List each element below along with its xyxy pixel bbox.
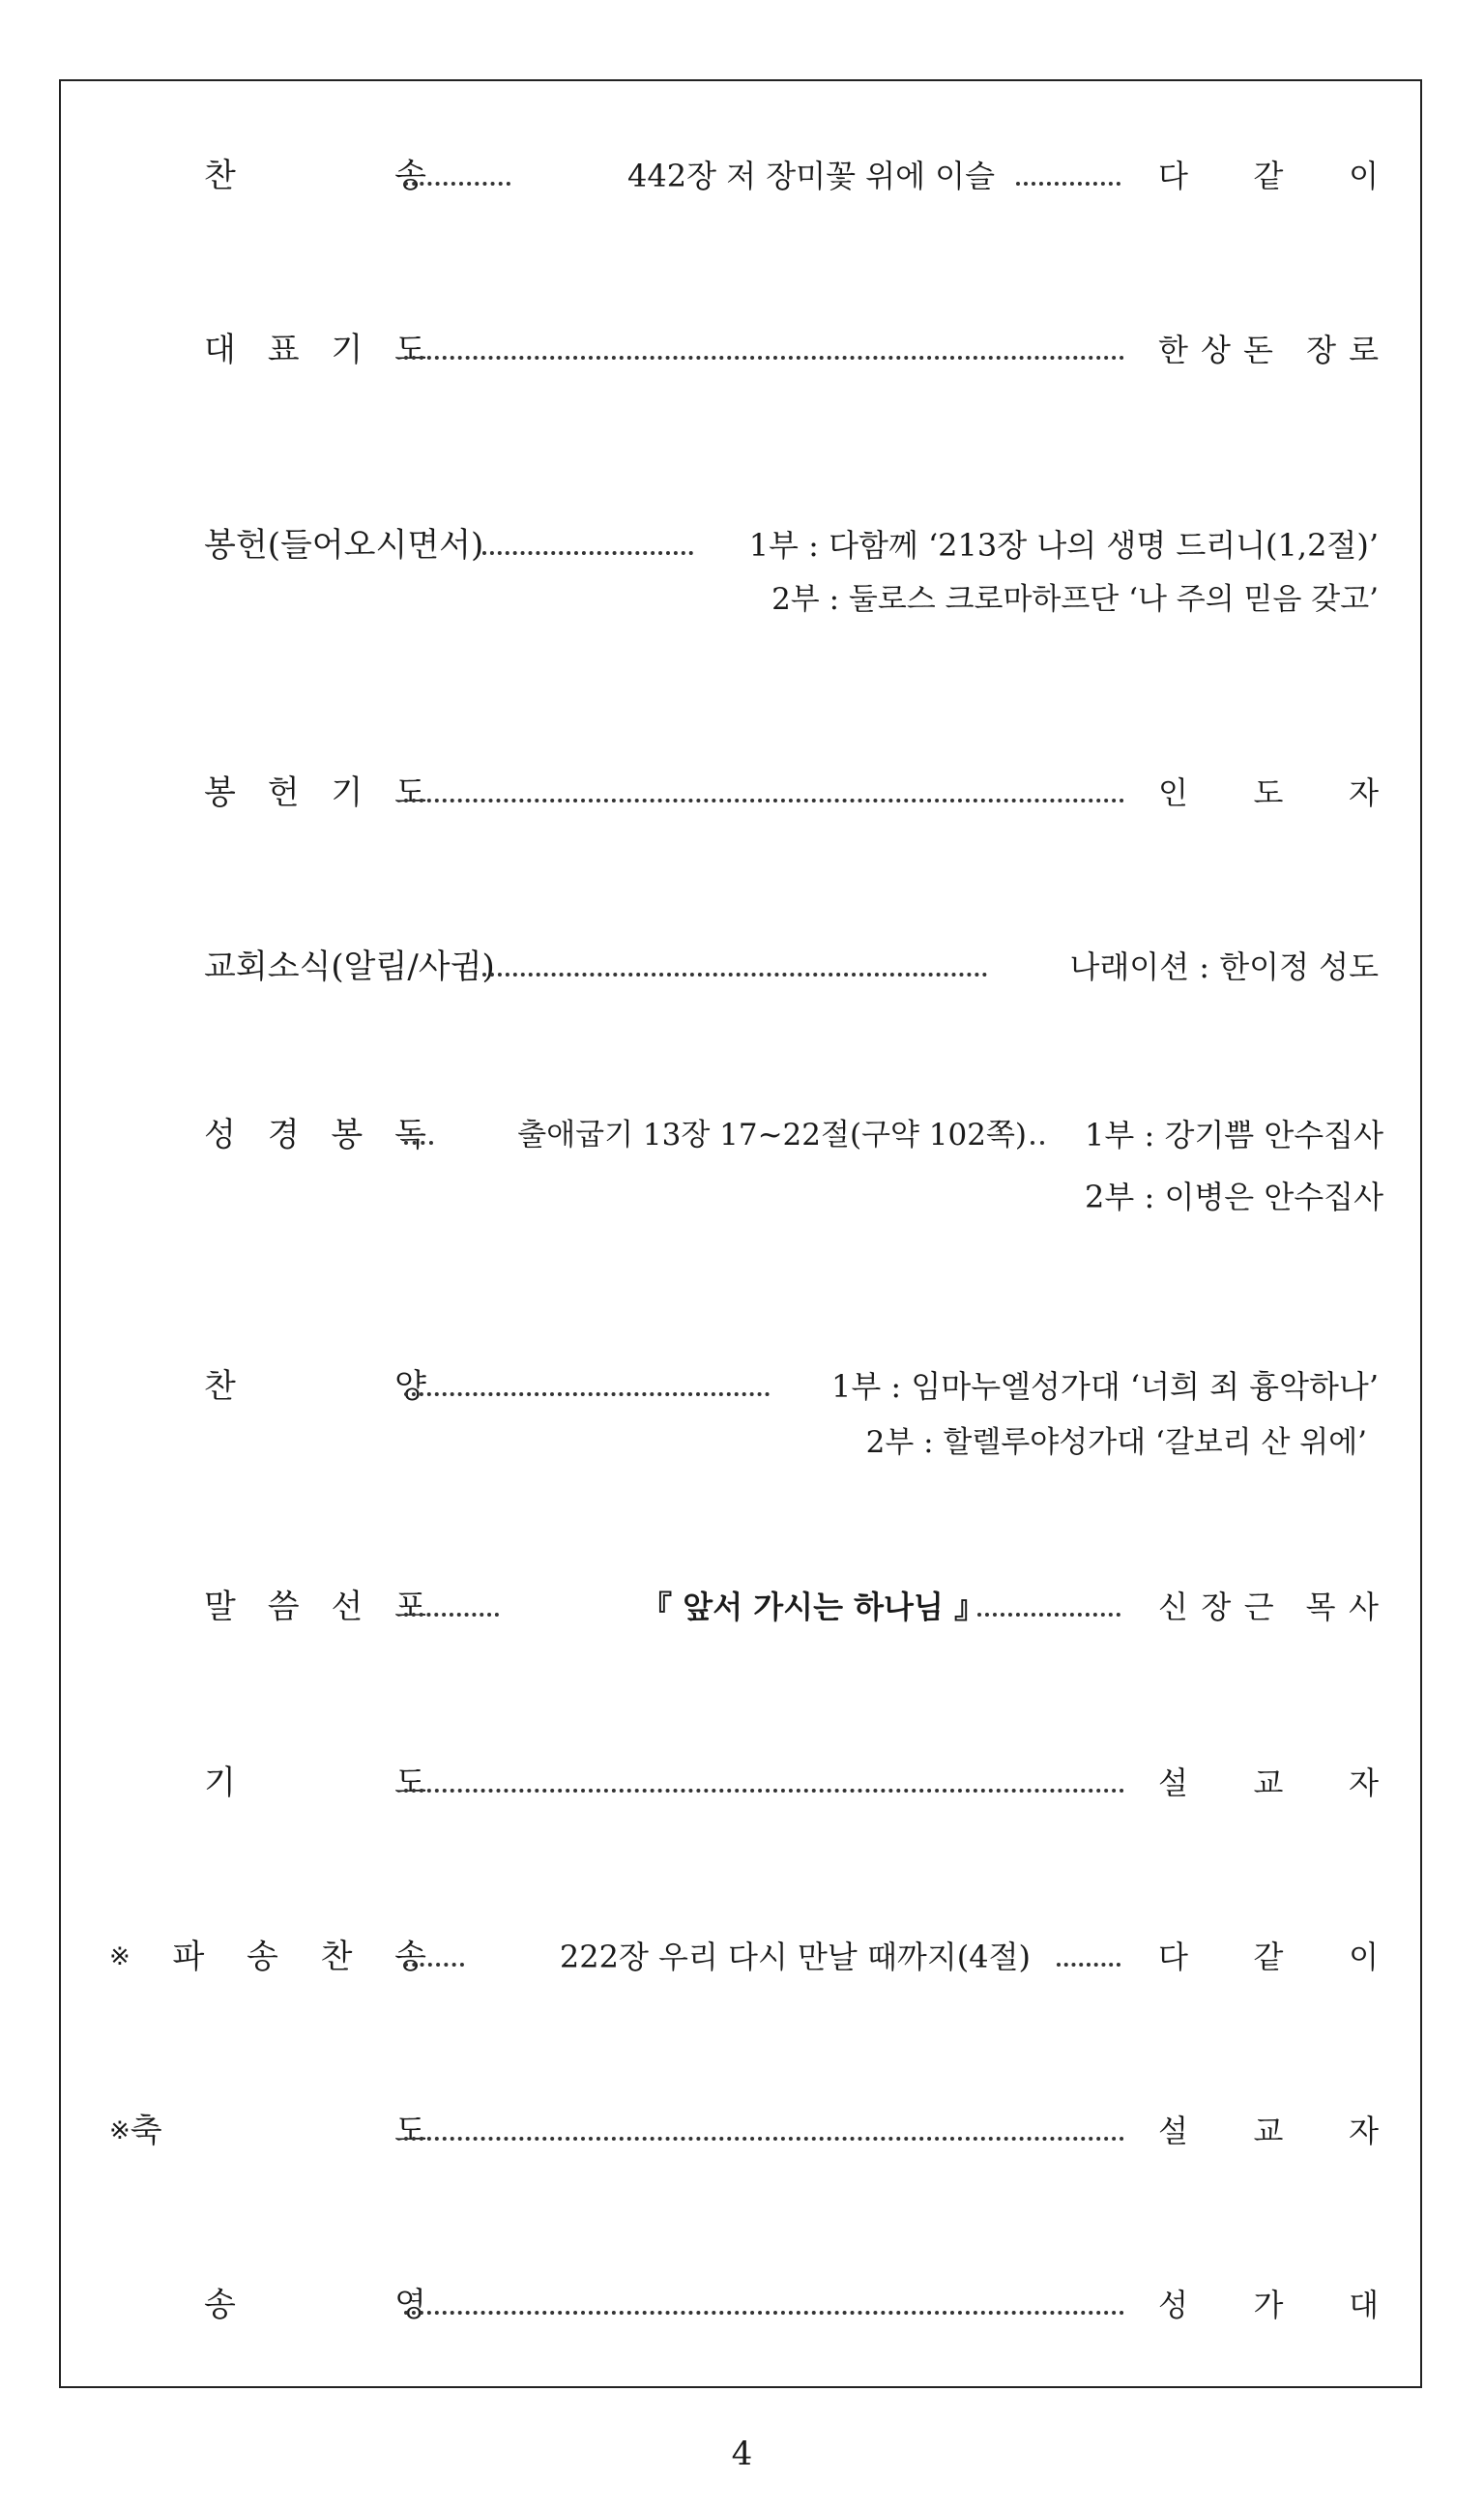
hymn-title: 222장 우리 다시 만날 때까지(4절) <box>559 1939 1031 1975</box>
offering-part1: 1부 : 다함께 ‘213장 나의 생명 드리니(1,2절)’ <box>748 527 1379 564</box>
performer: 다 같 이 <box>1158 158 1379 194</box>
leader-dots <box>1057 1959 1120 1967</box>
sermon-title: 『 앞서 가시는 하나님 』 <box>641 1589 985 1625</box>
leader-dots <box>1016 178 1120 186</box>
leader-dots <box>404 2133 1124 2141</box>
narration: 나래이션 : 한이정 성도 <box>1069 948 1379 985</box>
leader-dots <box>482 547 693 555</box>
leader-dots <box>404 352 1124 360</box>
leader-dots <box>404 795 1124 802</box>
leader-dots <box>404 1609 499 1617</box>
performer: 성 가 대 <box>1158 2287 1379 2323</box>
leader-dots <box>404 1785 1124 1793</box>
page-number: 4 <box>731 2435 753 2473</box>
reader-part2: 2부 : 이병은 안수집사 <box>1085 1179 1383 1215</box>
anthem-part1: 1부 : 임마누엘성가대 ‘너희 죄 흉악하나’ <box>830 1368 1379 1405</box>
leader-dots <box>482 969 987 977</box>
scripture-reference: 출애굽기 13장 17~22절(구약 102쪽) <box>517 1118 1027 1152</box>
preacher: 신 장 근 목 사 <box>1158 1589 1379 1625</box>
worship-order-frame <box>59 79 1422 2388</box>
leader-dots <box>977 1609 1120 1617</box>
leader-dots <box>404 178 510 186</box>
anthem-part2: 2부 : 할렐루야성가대 ‘갈보리 산 위에’ <box>865 1425 1367 1460</box>
leader-dots <box>1031 1137 1044 1145</box>
leader-dots <box>404 1137 433 1145</box>
performer: 인 도 자 <box>1158 774 1379 811</box>
item-label: 교회소식(알림/사귐) <box>204 948 495 986</box>
hymn-title: 442장 저 장미꽃 위에 이슬 <box>627 158 995 194</box>
item-label: 찬 양 <box>204 1367 426 1406</box>
performer: 설 교 자 <box>1158 2113 1379 2149</box>
performer: 한 상 돈 장 로 <box>1158 332 1379 368</box>
item-label: 말 씀 선 포 <box>204 1588 426 1626</box>
leader-dots <box>404 1959 464 1967</box>
item-label: 봉 헌 기 도 <box>204 773 426 812</box>
item-label: 성 경 봉 독 <box>204 1116 426 1154</box>
item-label: 기 도 <box>204 1764 426 1802</box>
item-label: ※ 축 도 <box>109 2112 426 2150</box>
leader-dots <box>404 1388 770 1396</box>
offering-part2: 2부 : 둘로스 크로마하프단 ‘나 주의 믿음 갖고’ <box>771 582 1379 617</box>
item-label: 대 표 기 도 <box>204 331 426 369</box>
item-label: 찬 송 <box>204 157 426 195</box>
item-label: 송 영 <box>204 2286 426 2324</box>
leader-dots <box>404 2307 1124 2315</box>
performer: 설 교 자 <box>1158 1765 1379 1801</box>
reader-part1: 1부 : 강기쁨 안수집사 <box>1085 1117 1383 1153</box>
item-label: ※ 파 송 찬 송 <box>109 1938 426 1976</box>
item-label: 봉헌(들어오시면서) <box>204 526 484 565</box>
performer: 다 같 이 <box>1158 1939 1379 1975</box>
